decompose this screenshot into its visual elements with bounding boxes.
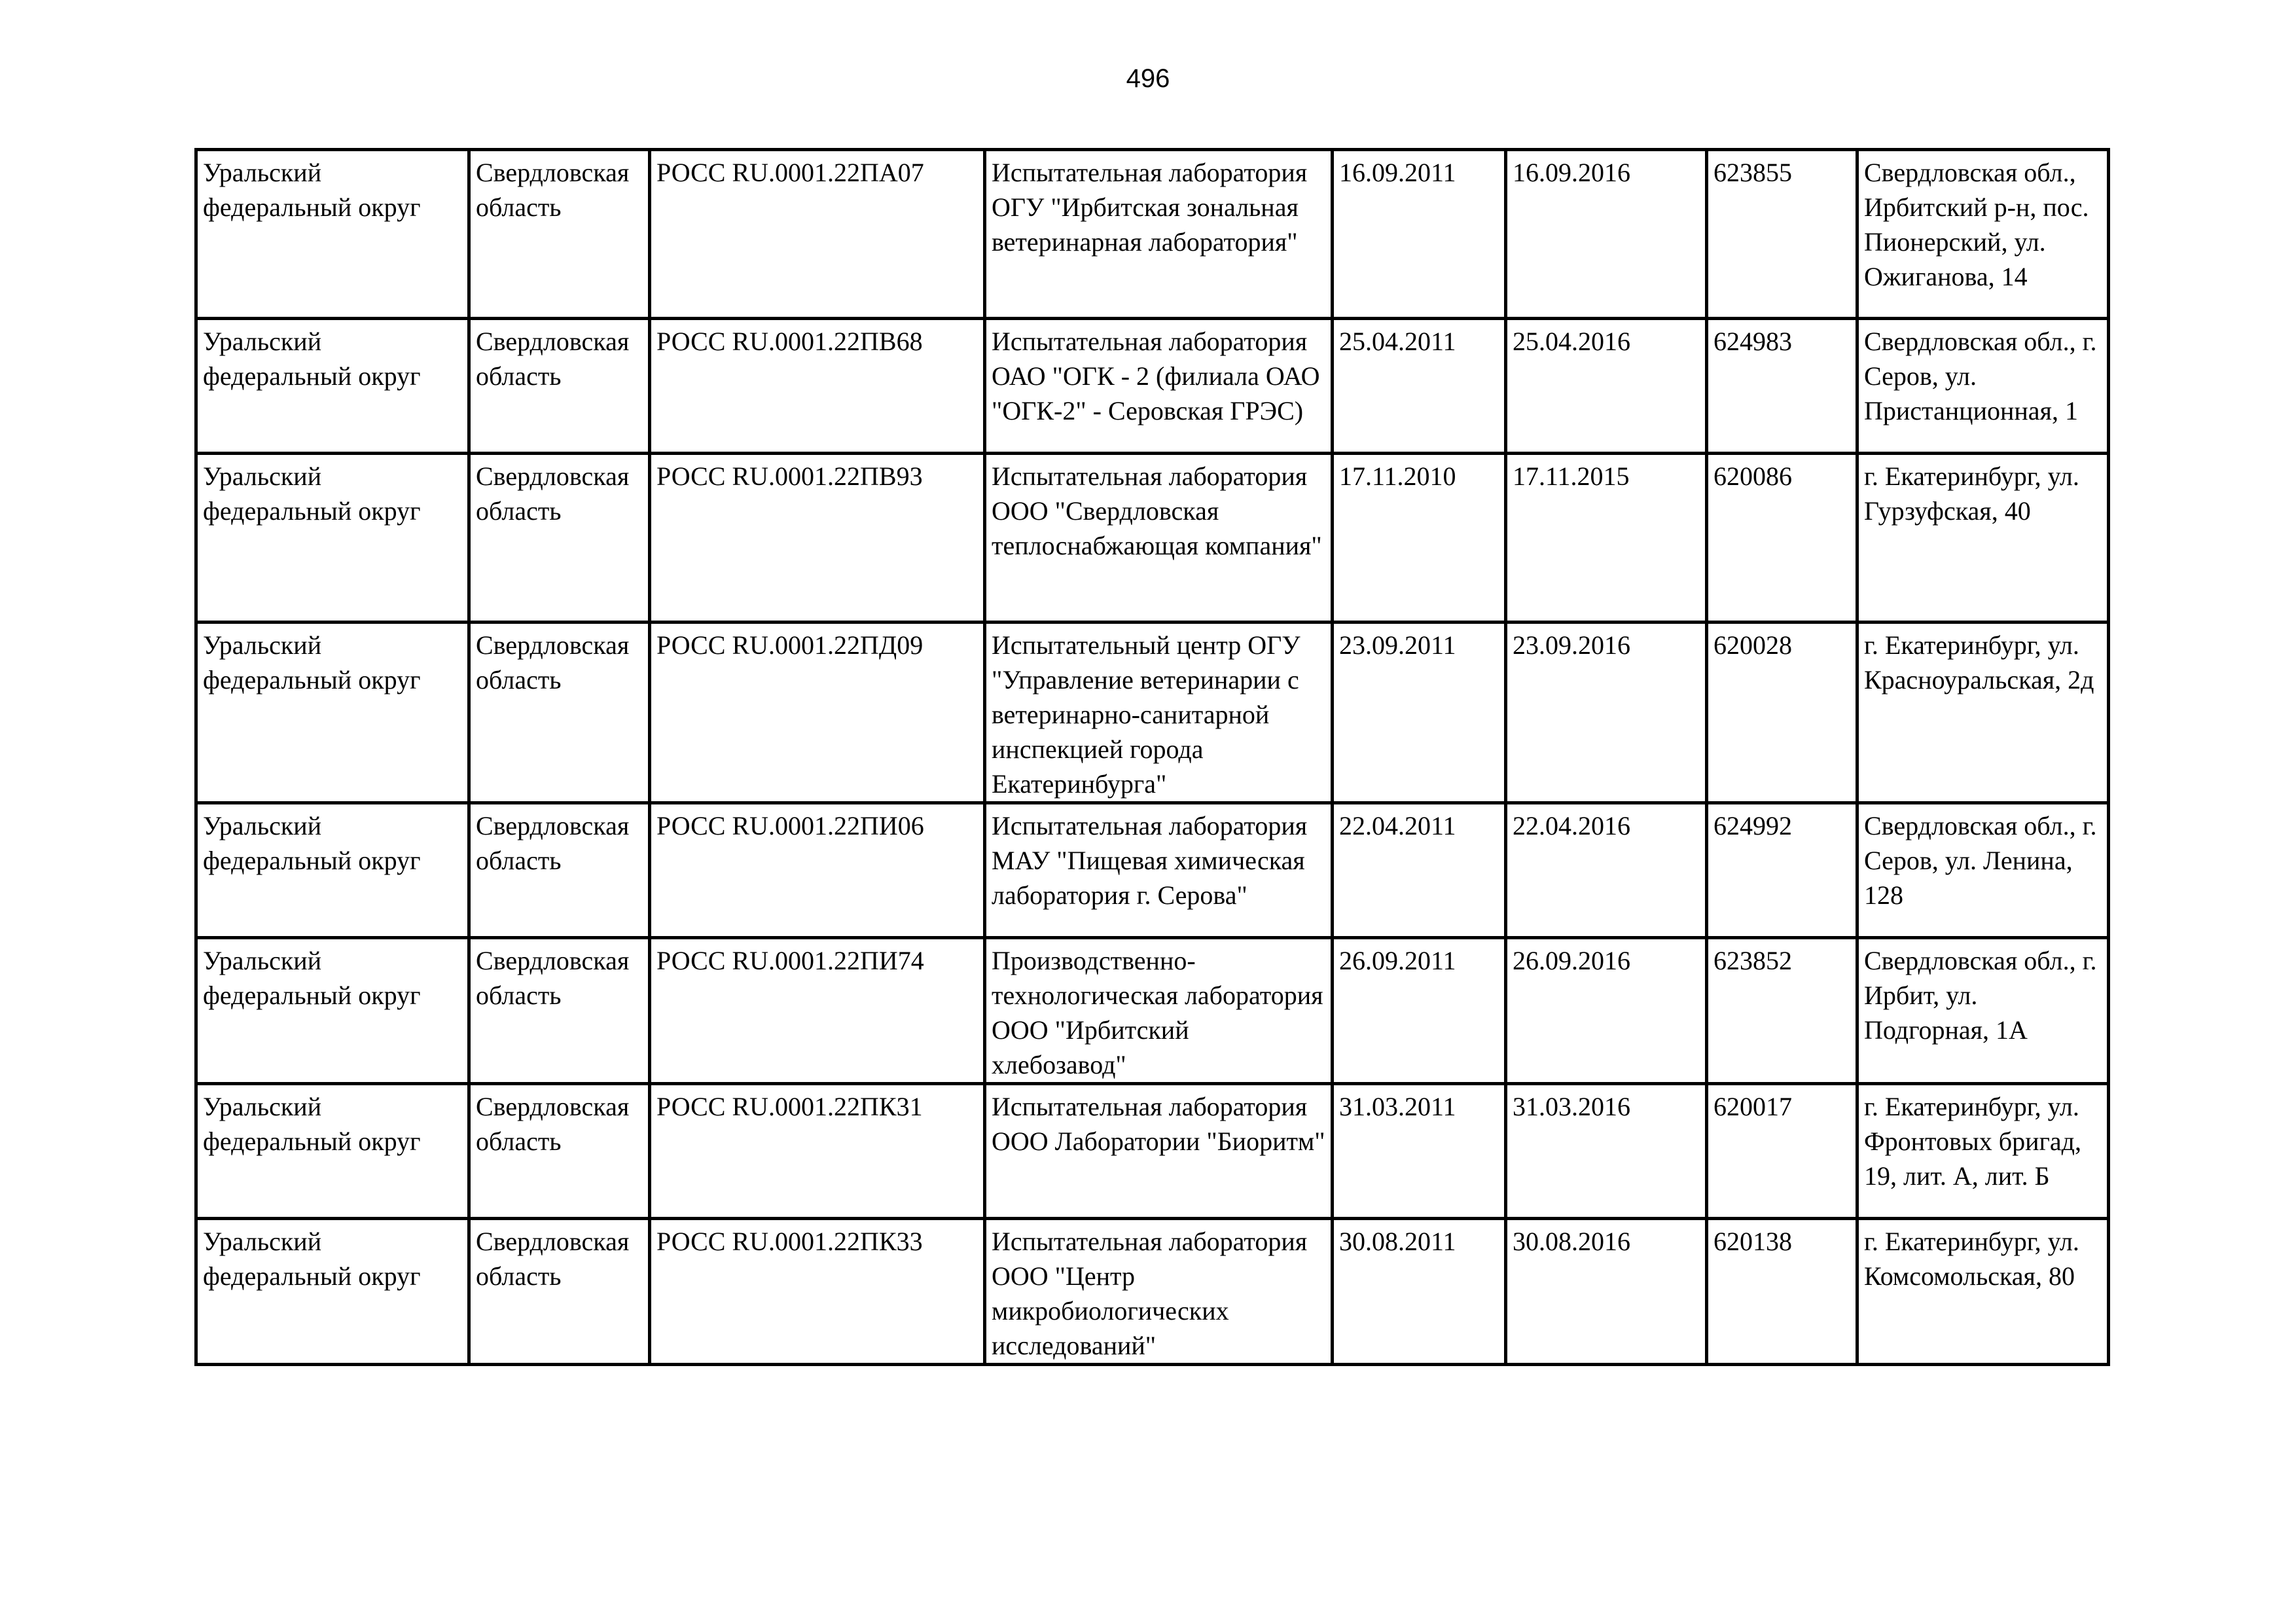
- cell-laboratory: Испытательная лаборатория ООО Лаборатории "Биоритм": [985, 1084, 1333, 1219]
- cell-date-to: 26.09.2016: [1506, 938, 1707, 1084]
- cell-district: Уральский федеральный округ: [196, 319, 469, 454]
- cell-date-from: 30.08.2011: [1333, 1219, 1506, 1365]
- cell-laboratory: Испытательная лаборатория ОАО "ОГК - 2 (филиала ОАО "ОГК-2" - Серовская ГРЭС): [985, 319, 1333, 454]
- cell-certificate: РОСС RU.0001.22ПИ74: [650, 938, 985, 1084]
- cell-date-from: 17.11.2010: [1333, 454, 1506, 623]
- cell-date-to: 16.09.2016: [1506, 150, 1707, 319]
- table-row: [196, 319, 2109, 454]
- table-row: [196, 1084, 2109, 1219]
- cell-laboratory: Испытательная лаборатория МАУ "Пищевая химическая лаборатория г. Серова": [985, 803, 1333, 938]
- cell-zip: 620028: [1707, 623, 1857, 803]
- cell-date-to: 25.04.2016: [1506, 319, 1707, 454]
- cell-region: Свердловская область: [469, 803, 650, 938]
- cell-district: Уральский федеральный округ: [196, 454, 469, 623]
- cell-region: Свердловская область: [469, 150, 650, 319]
- cell-laboratory: Испытательный центр ОГУ "Управление ветеринарии с ветеринарно-санитарной инспекцией города Екатеринбурга": [985, 623, 1333, 803]
- cell-date-from: 22.04.2011: [1333, 803, 1506, 938]
- cell-date-from: 31.03.2011: [1333, 1084, 1506, 1219]
- cell-date-to: 23.09.2016: [1506, 623, 1707, 803]
- cell-address: Свердловская обл., г. Ирбит, ул. Подгорная, 1А: [1857, 938, 2109, 1084]
- cell-date-from: 16.09.2011: [1333, 150, 1506, 319]
- cell-certificate: РОСС RU.0001.22ПК31: [650, 1084, 985, 1219]
- cell-laboratory: Испытательная лаборатория ООО "Свердловская теплоснабжающая компания": [985, 454, 1333, 623]
- cell-certificate: РОСС RU.0001.22ПВ93: [650, 454, 985, 623]
- cell-district: Уральский федеральный округ: [196, 803, 469, 938]
- cell-certificate: РОСС RU.0001.22ПД09: [650, 623, 985, 803]
- table-row: [196, 938, 2109, 1084]
- cell-date-from: 23.09.2011: [1333, 623, 1506, 803]
- cell-district: Уральский федеральный округ: [196, 623, 469, 803]
- cell-zip: 623855: [1707, 150, 1857, 319]
- cell-zip: 620017: [1707, 1084, 1857, 1219]
- table-row: [196, 803, 2109, 938]
- cell-address: г. Екатеринбург, ул. Фронтовых бригад, 19, лит. А, лит. Б: [1857, 1084, 2109, 1219]
- cell-address: Свердловская обл., Ирбитский р-н, пос. Пионерский, ул. Ожиганова, 14: [1857, 150, 2109, 319]
- cell-date-to: 22.04.2016: [1506, 803, 1707, 938]
- table-row: [196, 454, 2109, 623]
- cell-region: Свердловская область: [469, 1219, 650, 1365]
- cell-region: Свердловская область: [469, 1084, 650, 1219]
- cell-region: Свердловская область: [469, 454, 650, 623]
- cell-laboratory: Испытательная лаборатория ОГУ "Ирбитская зональная ветеринарная лаборатория": [985, 150, 1333, 319]
- cell-address: г. Екатеринбург, ул. Красноуральская, 2д: [1857, 623, 2109, 803]
- table-row: [196, 623, 2109, 803]
- cell-laboratory: Испытательная лаборатория ООО "Центр микробиологических исследований": [985, 1219, 1333, 1365]
- cell-zip: 624983: [1707, 319, 1857, 454]
- cell-zip: 623852: [1707, 938, 1857, 1084]
- cell-certificate: РОСС RU.0001.22ПИ06: [650, 803, 985, 938]
- cell-address: г. Екатеринбург, ул. Гурзуфская, 40: [1857, 454, 2109, 623]
- laboratory-registry-table: [194, 148, 2110, 1366]
- cell-date-to: 31.03.2016: [1506, 1084, 1707, 1219]
- cell-address: Свердловская обл., г. Серов, ул. Пристанционная, 1: [1857, 319, 2109, 454]
- cell-address: Свердловская обл., г. Серов, ул. Ленина, 128: [1857, 803, 2109, 938]
- cell-certificate: РОСС RU.0001.22ПК33: [650, 1219, 985, 1365]
- cell-region: Свердловская область: [469, 623, 650, 803]
- cell-certificate: РОСС RU.0001.22ПА07: [650, 150, 985, 319]
- cell-district: Уральский федеральный округ: [196, 1084, 469, 1219]
- cell-date-to: 17.11.2015: [1506, 454, 1707, 623]
- cell-zip: 620086: [1707, 454, 1857, 623]
- cell-zip: 624992: [1707, 803, 1857, 938]
- cell-laboratory: Производственно-технологическая лаборатория ООО "Ирбитский хлебозавод": [985, 938, 1333, 1084]
- cell-address: г. Екатеринбург, ул. Комсомольская, 80: [1857, 1219, 2109, 1365]
- table-row: [196, 150, 2109, 319]
- cell-region: Свердловская область: [469, 319, 650, 454]
- cell-certificate: РОСС RU.0001.22ПВ68: [650, 319, 985, 454]
- cell-zip: 620138: [1707, 1219, 1857, 1365]
- cell-date-from: 26.09.2011: [1333, 938, 1506, 1084]
- table-row: [196, 1219, 2109, 1365]
- cell-district: Уральский федеральный округ: [196, 150, 469, 319]
- page-number: 496: [1126, 64, 1170, 93]
- cell-district: Уральский федеральный округ: [196, 938, 469, 1084]
- cell-region: Свердловская область: [469, 938, 650, 1084]
- cell-date-from: 25.04.2011: [1333, 319, 1506, 454]
- cell-district: Уральский федеральный округ: [196, 1219, 469, 1365]
- cell-date-to: 30.08.2016: [1506, 1219, 1707, 1365]
- table-body: [196, 150, 2109, 1365]
